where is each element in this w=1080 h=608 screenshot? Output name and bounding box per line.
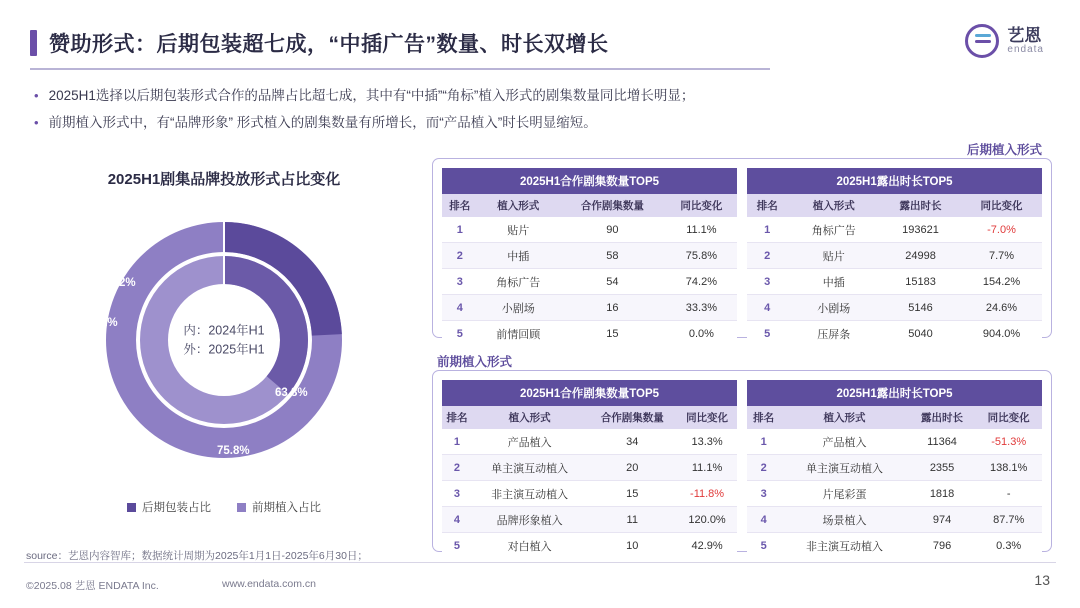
table-row [442,321,737,347]
table-row [747,321,1042,347]
legend-swatch-icon [237,503,246,512]
col-header: 排名 [442,194,478,217]
legend-item-early [237,499,321,515]
cell-rank: 5 [442,321,478,347]
table-title: 2025H1合作剧集数量TOP5 [442,168,737,194]
logo-text [1007,27,1044,55]
cell-rank: 5 [747,321,787,347]
cell-rank: 1 [747,217,787,243]
cell-change: 154.2% [961,269,1042,295]
cell-form: 片尾彩蛋 [780,481,908,507]
cell-form: 对白植入 [472,533,587,559]
col-header: 露出时长 [880,194,961,217]
early-stage-tables-card [432,370,1052,552]
cell-count: 16 [559,295,666,321]
donut-label-inner-early: 63.8% [275,387,308,399]
cell-count: 34 [587,429,677,455]
cell-rank: 5 [747,533,780,559]
table-row [747,269,1042,295]
col-header: 植入形式 [787,194,880,217]
cell-duration: 974 [909,507,976,533]
section-caption-late-text: 后期植入形式 [966,143,1042,157]
brand-logo [965,24,1044,58]
donut-label-outer-early: 75.8% [217,445,250,457]
table-row [442,429,737,455]
bullet-text: 2025H1选择以后期包装形式合作的品牌占比超七成，其中有“中插”“角标”植入形式的剧集数量同比增长明显； [48,88,695,103]
title-text: 赞助形式：后期包装超七成，“中插广告”数量、时长双增长 [49,33,609,56]
cell-change: 74.2% [666,269,737,295]
cell-change: -51.3% [975,429,1042,455]
cell-duration: 193621 [880,217,961,243]
col-header: 排名 [442,406,472,429]
cell-rank: 3 [747,269,787,295]
bullet-dot-icon: • [34,115,39,130]
website-url: www.endata.com.cn [222,578,316,590]
table-row [747,217,1042,243]
table-row [747,295,1042,321]
bullet-item [34,86,914,105]
cell-rank: 1 [442,217,478,243]
title-accent-bar [30,30,37,56]
legend-item-late [127,499,211,515]
table-row [442,269,737,295]
cell-form: 单主演互动植入 [780,455,908,481]
cell-change: 7.7% [961,243,1042,269]
cell-change: 13.3% [677,429,737,455]
bullet-dot-icon: • [34,88,39,103]
cell-rank: 4 [747,507,780,533]
section-caption-early-text: 前期植入形式 [437,355,513,369]
cell-form: 中插 [787,269,880,295]
table-row [442,507,737,533]
table-row [442,295,737,321]
cell-duration: 5146 [880,295,961,321]
cell-change: 138.1% [975,455,1042,481]
legend-swatch-icon [127,503,136,512]
table-row [747,243,1042,269]
col-header: 同比变化 [961,194,1042,217]
cell-duration: 1818 [909,481,976,507]
donut-label-inner-late: 36.2% [85,317,118,329]
cell-rank: 2 [442,455,472,481]
cell-count: 54 [559,269,666,295]
table-row [747,455,1042,481]
cell-form: 产品植入 [472,429,587,455]
cell-form: 压屏条 [787,321,880,347]
cell-form: 品牌形象植入 [472,507,587,533]
donut-chart-panel [24,168,424,558]
cell-change: 904.0% [961,321,1042,347]
cell-change: 120.0% [677,507,737,533]
page-title [30,28,609,58]
donut-center-label [183,321,264,359]
cell-change: 87.7% [975,507,1042,533]
cell-rank: 4 [442,295,478,321]
late-stage-tables-card [432,158,1052,341]
cell-change: 0.0% [666,321,737,347]
cell-rank: 2 [747,455,780,481]
table-early-duration [747,380,1042,553]
cell-form: 非主演互动植入 [780,533,908,559]
cell-count: 58 [559,243,666,269]
cell-form: 角标广告 [787,217,880,243]
cell-form: 产品植入 [780,429,908,455]
cell-duration: 11364 [909,429,976,455]
source-note: source：艺恩内容智库；数据统计周期为2025年1月1日-2025年6月30日； [26,550,368,562]
cell-form: 场景植入 [780,507,908,533]
cell-form: 单主演互动植入 [472,455,587,481]
cell-rank: 3 [747,481,780,507]
cell-count: 15 [559,321,666,347]
cell-form: 中插 [478,243,559,269]
table-row [747,429,1042,455]
col-header: 植入形式 [780,406,908,429]
logo-name-en: endata [1007,43,1044,55]
col-header: 排名 [747,406,780,429]
cell-form: 贴片 [478,217,559,243]
legend-label: 前期植入占比 [252,502,321,514]
cell-rank: 3 [442,481,472,507]
donut-center-line1: 内：2024年H1 [183,323,265,338]
cell-rank: 2 [747,243,787,269]
table-row [747,533,1042,559]
bullet-list [34,86,914,140]
table-row [747,481,1042,507]
cell-change: 11.1% [677,455,737,481]
cell-rank: 4 [747,295,787,321]
col-header: 合作剧集数量 [559,194,666,217]
donut-legend [24,499,424,515]
cell-change: -11.8% [677,481,737,507]
cell-count: 15 [587,481,677,507]
cell-change: 11.1% [666,217,737,243]
table-late-count [442,168,737,341]
cell-rank: 2 [442,243,478,269]
table-row [747,507,1042,533]
page-number: 13 [1034,572,1050,588]
table-row [442,243,737,269]
table-title: 2025H1合作剧集数量TOP5 [442,380,737,406]
cell-count: 20 [587,455,677,481]
table-title: 2025H1露出时长TOP5 [747,380,1042,406]
col-header: 排名 [747,194,787,217]
cell-form: 贴片 [787,243,880,269]
cell-duration: 5040 [880,321,961,347]
table-row [442,533,737,559]
cell-change: 75.8% [666,243,737,269]
cell-change: - [975,481,1042,507]
donut-chart-title: 2025H1剧集品牌投放形式占比变化 [107,171,341,188]
table-row [442,481,737,507]
cell-change: 24.6% [961,295,1042,321]
donut-center-line2: 外：2025年H1 [183,342,265,356]
cell-form: 非主演互动植入 [472,481,587,507]
col-header: 同比变化 [677,406,737,429]
cell-rank: 1 [747,429,780,455]
cell-count: 10 [587,533,677,559]
cell-rank: 1 [442,429,472,455]
col-header: 露出时长 [909,406,976,429]
bullet-item [34,113,914,132]
cell-change: 42.9% [677,533,737,559]
cell-duration: 24998 [880,243,961,269]
table-early-count [442,380,737,553]
legend-label: 后期包装占比 [142,502,211,514]
cell-form: 小剧场 [478,295,559,321]
logo-icon [965,24,999,58]
cell-duration: 15183 [880,269,961,295]
cell-rank: 3 [442,269,478,295]
table-late-duration [747,168,1042,341]
footer-divider [24,562,1056,563]
col-header: 植入形式 [478,194,559,217]
table-title: 2025H1露出时长TOP5 [747,168,1042,194]
cell-change: -7.0% [961,217,1042,243]
col-header: 植入形式 [472,406,587,429]
donut-label-outer-late: 24.2% [103,277,136,289]
cell-form: 小剧场 [787,295,880,321]
cell-rank: 5 [442,533,472,559]
cell-form: 角标广告 [478,269,559,295]
col-header: 同比变化 [666,194,737,217]
donut-chart [79,195,369,485]
copyright-text: ©2025.08 艺恩 ENDATA Inc. [26,580,159,592]
logo-name-cn: 艺恩 [1007,25,1042,45]
title-divider [30,68,770,70]
cell-duration: 2355 [909,455,976,481]
cell-form: 前情回顾 [478,321,559,347]
cell-change: 0.3% [975,533,1042,559]
cell-count: 11 [587,507,677,533]
col-header: 合作剧集数量 [587,406,677,429]
table-row [442,455,737,481]
cell-count: 90 [559,217,666,243]
cell-change: 33.3% [666,295,737,321]
cell-rank: 4 [442,507,472,533]
cell-duration: 796 [909,533,976,559]
col-header: 同比变化 [975,406,1042,429]
bullet-text: 前期植入形式中，有“品牌形象” 形式植入的剧集数量有所增长，而“产品植入”时长明显缩短。 [48,115,597,130]
table-row [442,217,737,243]
